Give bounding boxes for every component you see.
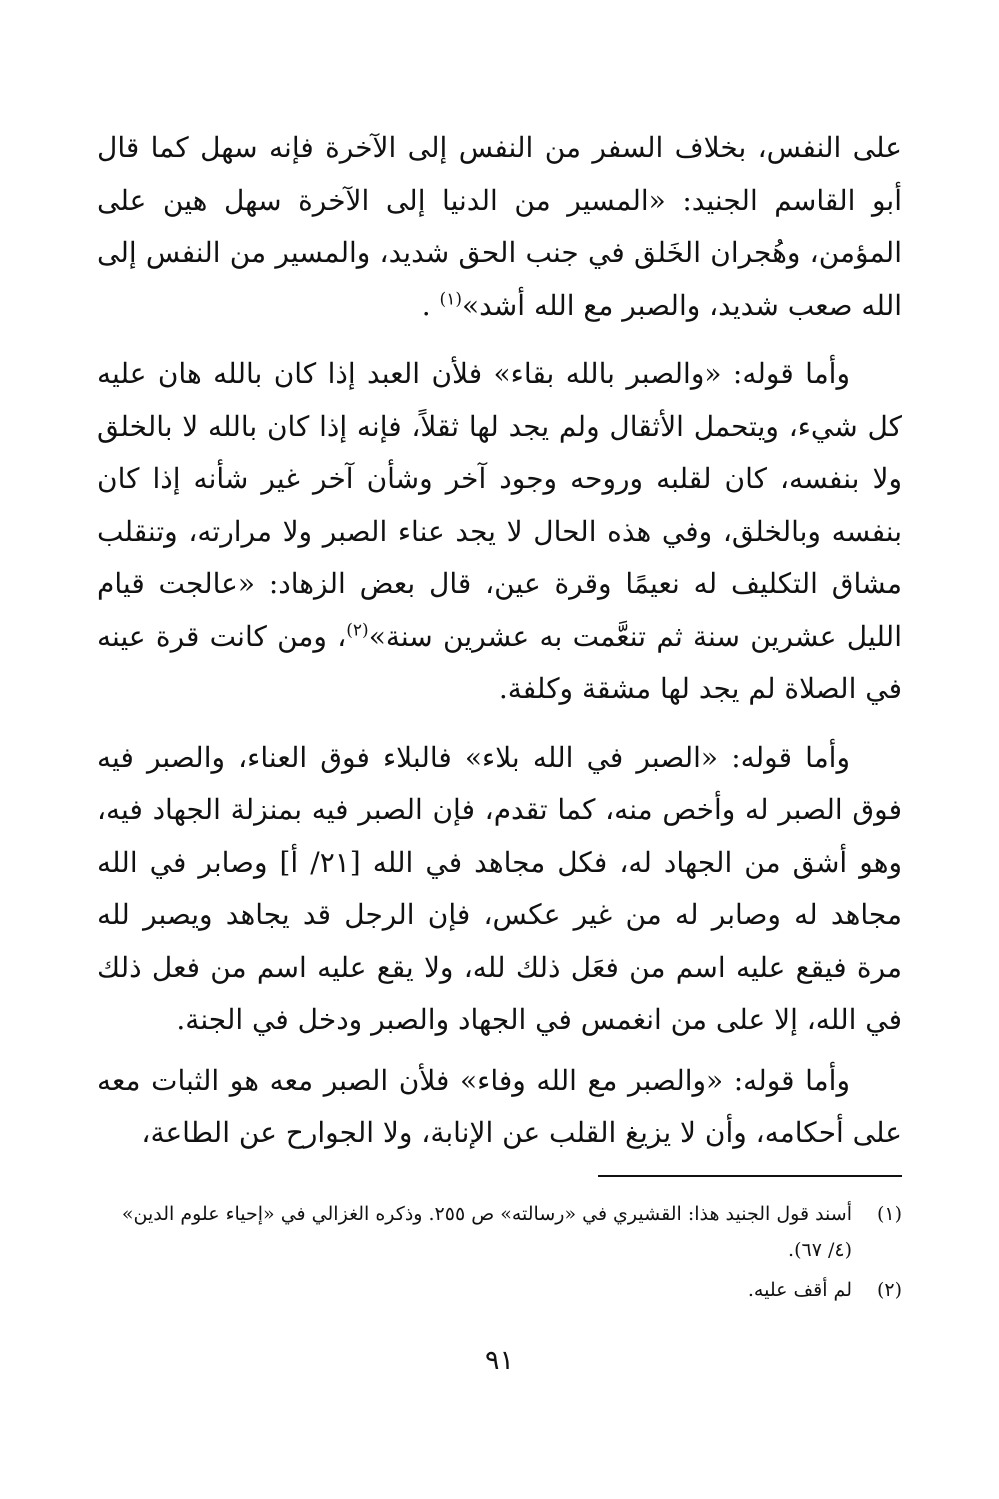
footnote-1 bbox=[97, 1196, 902, 1268]
footnotes bbox=[97, 1196, 902, 1312]
paragraph-4-text: وأما قوله: «والصبر مع الله وفاء» فلأن الصبر معه هو الثبات معه على أحكامه، وأن لا يزيغ القلب عن الإنابة، ولا الجوارح عن الطاعة، bbox=[97, 1063, 902, 1149]
main-text bbox=[97, 122, 902, 1176]
paragraph-4 bbox=[97, 1055, 902, 1160]
paragraph-1-text: على النفس، بخلاف السفر من النفس إلى الآخرة فإنه سهل كما قال أبو القاسم الجنيد: «المسير من الدنيا إلى الآخرة سهل هين على المؤمن، وهُجران الخَلق في جنب الحق شديد، والمسير من النفس إلى الله صعب شديد، والصبر مع الله أشد» bbox=[97, 131, 902, 322]
footnote-2-number: (٢) bbox=[876, 1279, 902, 1301]
footnote-1-text: أسند قول الجنيد هذا: القشيري في «رسالته» ص ٢٥٥. وذكره الغزالي في «إحياء علوم الدين» (٤/ ٦٧). bbox=[121, 1203, 852, 1261]
footnote-marker-2: (٢) bbox=[346, 620, 369, 641]
page-number: ٩١ bbox=[484, 1345, 514, 1376]
paragraph-3-text: وأما قوله: «الصبر في الله بلاء» فالبلاء فوق العناء، والصبر فيه فوق الصبر له وأخص منه، كما تقدم، فإن الصبر فيه بمنزلة الجهاد فيه، وهو أشق من الجهاد له، فكل مجاهد في الله [٢١/ أ] وصابر في الله مجاهد له وصابر له من غير عكس، فإن الرجل قد يجاهد ويصبر لله مرة فيقع عليه اسم من فعَل ذلك لله، ولا يقع عليه اسم من فعل ذلك في الله، إلا على من انغمس في الجهاد والصبر ودخل في الجنة. bbox=[97, 740, 902, 1036]
paragraph-1-tail: . bbox=[421, 288, 431, 322]
paragraph-2 bbox=[97, 348, 902, 716]
footnote-2 bbox=[97, 1272, 902, 1308]
footnote-separator bbox=[598, 1175, 902, 1177]
paragraph-2-tail: ، ومن كانت قرة عينه في الصلاة لم يجد لها مشقة وكلفة. bbox=[97, 619, 902, 705]
footnote-2-text: لم أقف عليه. bbox=[747, 1279, 852, 1301]
paragraph-2-text: وأما قوله: «والصبر بالله بقاء» فلأن العبد إذا كان بالله هان عليه كل شيء، ويتحمل الأثقال ولم يجد لها ثقلاً، فإنه إذا كان بالله لا بالخلق ولا بنفسه، كان لقلبه وروحه وجود آخر وشأن آخر غير شأنه إذا كان بنفسه وبالخلق، وفي هذه الحال لا يجد عناء الصبر ولا مرارته، وتنقلب مشاق التكليف له نعيمًا وقرة عين، قال بعض الزهاد: «عالجت قيام الليل عشرين سنة ثم تنعَّمت به عشرين سنة» bbox=[97, 357, 902, 653]
paragraph-1 bbox=[97, 122, 902, 332]
footnote-marker-1: (١) bbox=[439, 289, 462, 310]
footnote-1-number: (١) bbox=[876, 1203, 902, 1225]
paragraph-3 bbox=[97, 732, 902, 1047]
